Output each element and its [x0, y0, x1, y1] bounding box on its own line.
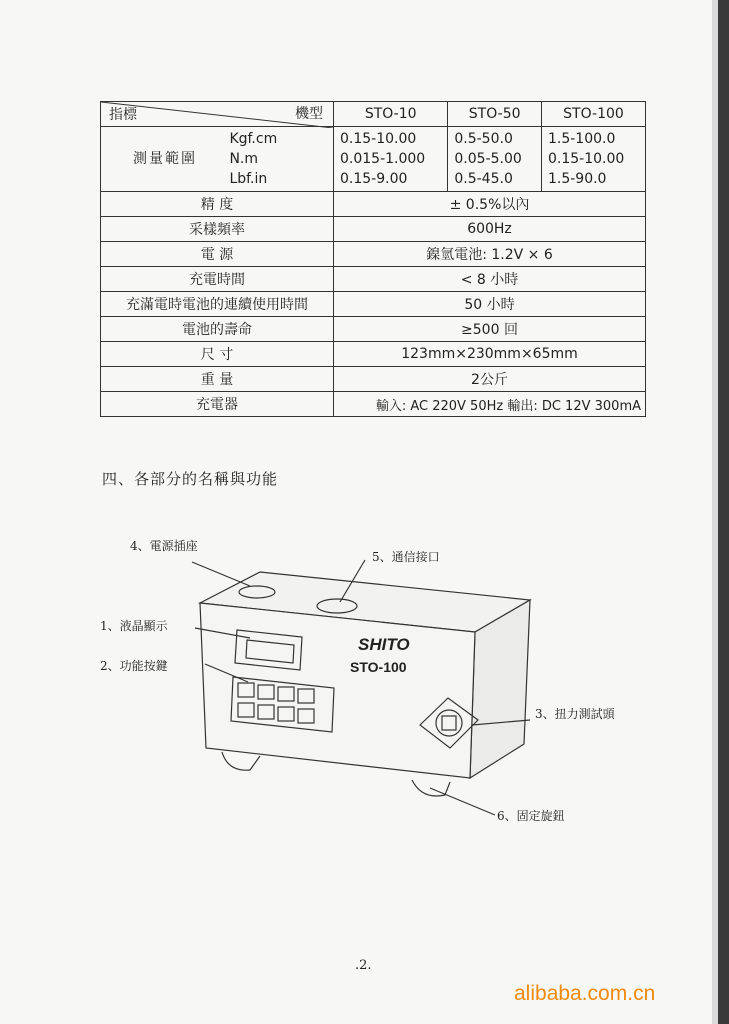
table-row: [101, 192, 646, 217]
row-label: 精 度: [101, 192, 334, 217]
spec-table: [100, 101, 646, 417]
row-value: 50 小時: [334, 292, 646, 317]
range-value: 0.15-10.00: [340, 131, 417, 147]
range-cell: [541, 127, 645, 192]
table-row: [101, 342, 646, 367]
row-value: 輸入: AC 220V 50Hz 輸出: DC 12V 300mA: [334, 392, 646, 417]
table-row: [101, 367, 646, 392]
table-row: [101, 292, 646, 317]
unit: N.m: [229, 151, 259, 167]
table-row: [101, 392, 646, 417]
device-brand: SHITO: [358, 635, 410, 654]
range-value: 0.15-9.00: [340, 171, 408, 187]
row-value: 鎳氫電池: 1.2V × 6: [334, 242, 646, 267]
page-number: .2.: [355, 958, 372, 973]
callout-power-socket: 4、電源插座: [130, 539, 198, 553]
callout-knob: 6、固定旋鈕: [497, 809, 565, 823]
row-value: 2公斤: [334, 367, 646, 392]
range-label-cell: [101, 127, 334, 192]
model-header: STO-100: [541, 102, 645, 127]
row-label: 尺 寸: [101, 342, 334, 367]
row-label: 充電器: [101, 392, 334, 417]
row-value: ≥500 回: [334, 317, 646, 342]
unit: Lbf.in: [229, 171, 268, 187]
corner-right-label: 機型: [295, 106, 323, 122]
model-header: STO-10: [334, 102, 448, 127]
table-row: [101, 317, 646, 342]
row-label: 重 量: [101, 367, 334, 392]
row-value: 123mm×230mm×65mm: [334, 342, 646, 367]
row-value: 600Hz: [334, 217, 646, 242]
units-list: [229, 129, 277, 189]
device-model: STO-100: [350, 659, 407, 675]
range-label: 測量範圍: [133, 151, 197, 167]
range-value: 0.05-5.00: [454, 151, 522, 167]
row-value: < 8 小時: [334, 267, 646, 292]
range-value: 1.5-90.0: [547, 171, 607, 187]
table-row: [101, 242, 646, 267]
section-title: 四、各部分的名稱與功能: [102, 470, 279, 488]
row-label: 電池的壽命: [101, 317, 334, 342]
model-header: STO-50: [448, 102, 542, 127]
unit: Kgf.cm: [229, 131, 278, 147]
callout-comm-port: 5、通信接口: [372, 550, 440, 564]
table-row: [101, 267, 646, 292]
range-cell: [334, 127, 448, 192]
corner-cell: [101, 102, 334, 127]
row-label: 采樣頻率: [101, 217, 334, 242]
range-value: 0.015-1.000: [340, 151, 426, 167]
callout-lcd: 1、液晶顯示: [100, 619, 168, 633]
range-value: 0.5-45.0: [454, 171, 513, 187]
corner-left-label: 指標: [109, 107, 137, 123]
row-label: 充電時間: [101, 267, 334, 292]
watermark: alibaba.com.cn: [514, 982, 656, 1005]
row-label: 電 源: [101, 242, 334, 267]
range-value: 0.5-50.0: [454, 131, 513, 147]
table-row: [101, 217, 646, 242]
table-header-row: [101, 102, 646, 127]
row-value: ± 0.5%以內: [334, 192, 646, 217]
row-label: 充滿電時電池的連續使用時間: [101, 292, 334, 317]
callout-keys: 2、功能按鍵: [100, 659, 168, 673]
device-illustration: [100, 520, 660, 840]
range-row: [101, 127, 646, 192]
callout-torque-head: 3、扭力測試頭: [535, 707, 615, 721]
range-value: 1.5-100.0: [547, 131, 616, 147]
range-cell: [448, 127, 542, 192]
scanner-edge: [718, 0, 729, 1024]
range-value: 0.15-10.00: [547, 151, 625, 167]
